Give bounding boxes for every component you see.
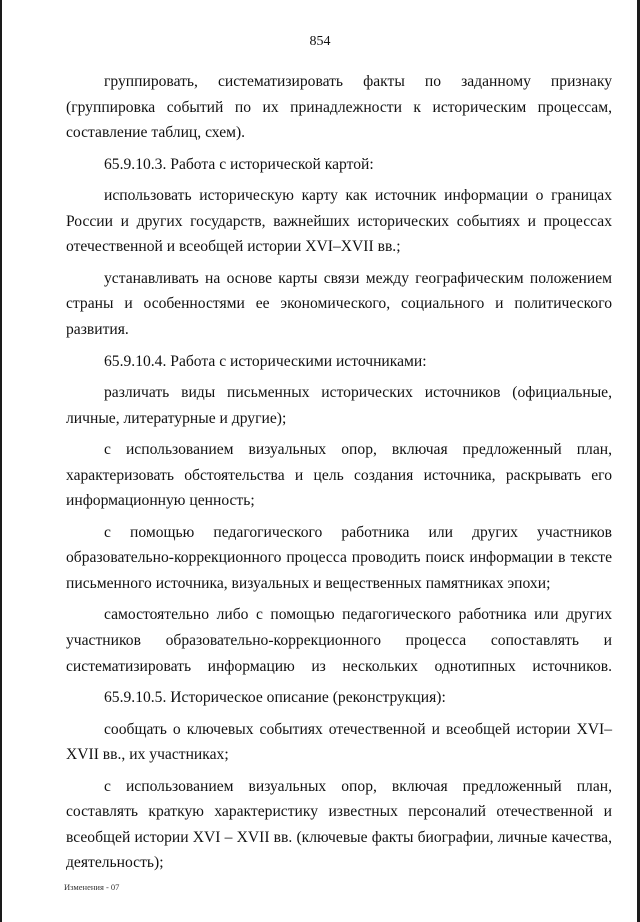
- paragraph-characterize-source: с использованием визуальных опор, включая предложенный план, характеризовать обстоятельства и цель создания источника, раскрывать его информационную ценность;: [66, 441, 612, 510]
- paragraph-grouping-facts: группировать, систематизировать факты по заданному признаку (группировка событий по их принадлежности к историческим процессам, составление таблиц, схем).: [66, 73, 612, 142]
- footer-revision-note: Изменения - 07: [64, 882, 120, 892]
- paragraph-personalities: с использованием визуальных опор, включая предложенный план, составлять краткую характеристику известных персоналий отечественной и всеобщей истории XVI – XVII вв. (ключевые факты биографии, личные качества, деятельность);: [66, 777, 612, 872]
- paragraph-map-connections: устанавливать на основе карты связи между географическим положением страны и особенностями ее экономического, социального и политического развития.: [66, 269, 612, 339]
- paragraph-key-events: сообщать о ключевых событиях отечественной и всеобщей истории XVI–XVII вв., их участниках;: [66, 720, 612, 764]
- body-text: [66, 69, 612, 882]
- scan-edge-left: [0, 0, 2, 922]
- paragraph-source-types: различать виды письменных исторических источников (официальные, личные, литературные и другие);: [66, 383, 612, 427]
- heading-65-9-10-3: 65.9.10.3. Работа с исторической картой:: [104, 155, 374, 173]
- heading-65-9-10-5: 65.9.10.5. Историческое описание (реконструкция):: [104, 689, 446, 707]
- paragraph-systematize-information: самостоятельно либо с помощью педагогического работника или других участников образовательно-коррекционного процесса сопоставлять и систематизировать информацию из нескольких однотипных источников.: [66, 606, 612, 675]
- paragraph-search-information: с помощью педагогического работника или других участников образовательно-коррекционного процесса проводить поиск информации в тексте письменного источника, визуальных и вещественных памятниках эпохи;: [66, 523, 612, 592]
- paragraph-historical-map: использовать историческую карту как источник информации о границах России и других государств, важнейших исторических событиях и процессах отечественной и всеобщей истории XVI–XVII вв.;: [66, 187, 612, 256]
- heading-65-9-10-4: 65.9.10.4. Работа с историческими источниками:: [104, 352, 427, 370]
- page-number: 854: [309, 34, 331, 49]
